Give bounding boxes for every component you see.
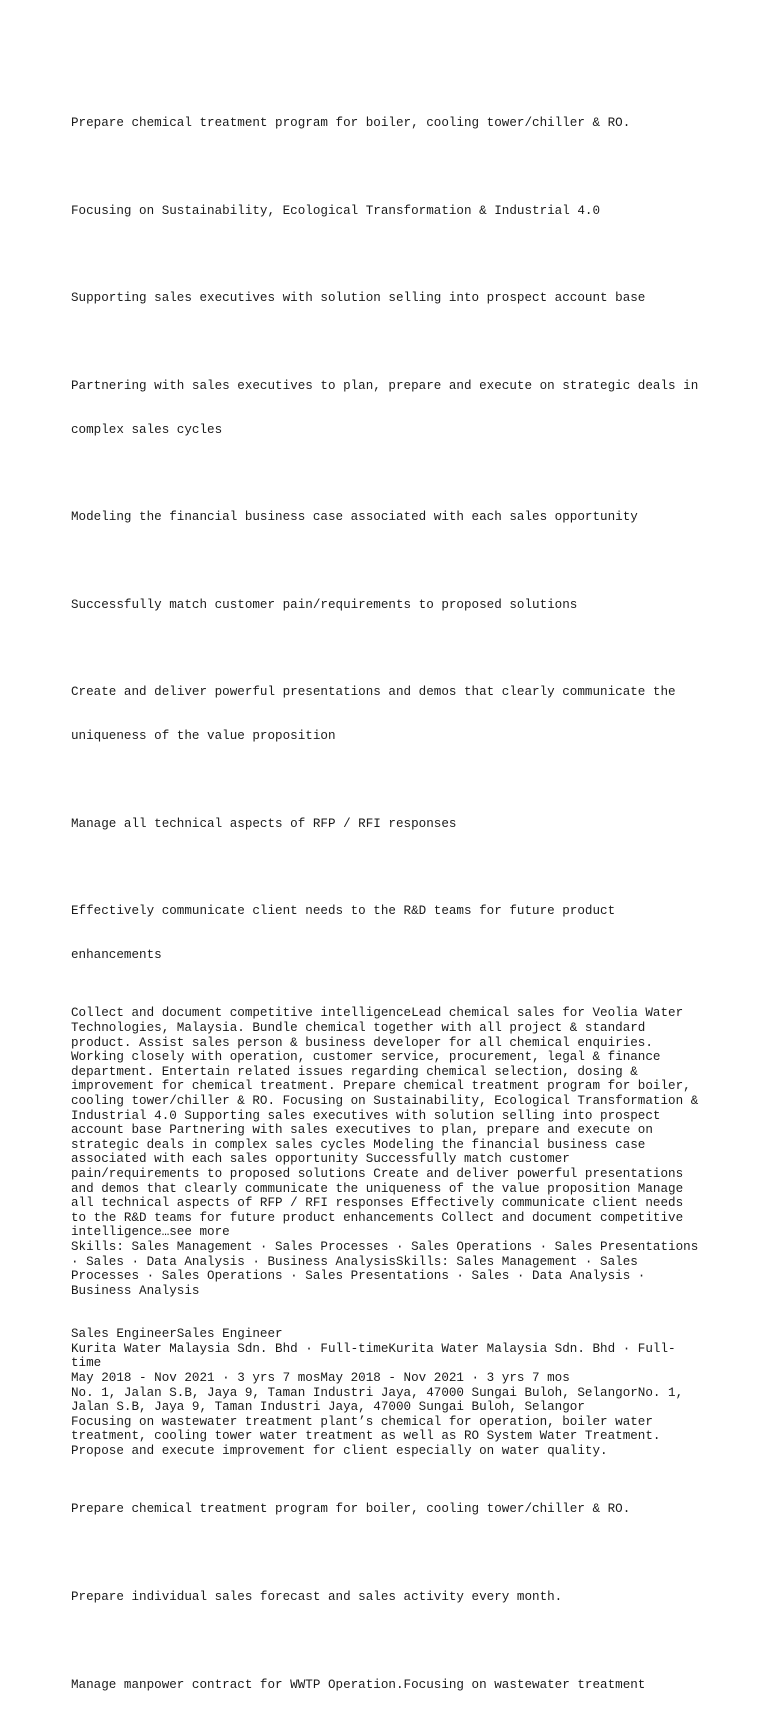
text-line: enhancements — [71, 948, 162, 963]
paragraph — [71, 656, 711, 773]
text-line: Prepare chemical treatment program for boiler, cooling tower/chiller & RO. — [71, 1502, 631, 1517]
text-line: Prepare individual sales forecast and sales activity every month. — [71, 1589, 563, 1604]
skills-line: Skills: Sales Management · Sales Processes · Sales Operations · Sales Presentations — [71, 1239, 699, 1254]
text-line: cooling tower/chiller & RO. Focusing on Sustainability, Ecological Transformation & — [71, 1093, 699, 1108]
text-line: product. Assist sales person & business developer for all chemical enquiries. — [71, 1035, 653, 1050]
job-description: Propose and execute improvement for client especially on water quality. — [71, 1444, 608, 1459]
text-line: Successfully match customer pain/requirements to proposed solutions — [71, 597, 578, 612]
job-entry — [71, 1327, 711, 1458]
paragraph — [71, 175, 711, 248]
date-range: May 2018 - Nov 2021 · 3 yrs 7 mosMay 2018 - Nov 2021 · 3 yrs 7 mos — [71, 1371, 570, 1386]
job-summary-block — [71, 1006, 711, 1298]
skills-line: Business Analysis — [71, 1283, 200, 1298]
paragraph — [71, 1473, 711, 1546]
text-line: associated with each sales opportunity Successfully match customer — [71, 1152, 570, 1167]
paragraph — [71, 1561, 711, 1634]
text-line: Industrial 4.0 Supporting sales executives with solution selling into prospect — [71, 1108, 661, 1123]
job-title: Sales EngineerSales Engineer — [71, 1327, 283, 1342]
text-line: Effectively communicate client needs to the R&D teams for future product — [71, 904, 616, 919]
section-spacer — [71, 1459, 711, 1474]
text-line: Partnering with sales executives to plan, prepare and execute on strategic deals in — [71, 378, 699, 393]
paragraph — [71, 350, 711, 467]
text-line: improvement for chemical treatment. Prepare chemical treatment program for boiler, — [71, 1079, 691, 1094]
text-line: complex sales cycles — [71, 422, 223, 437]
see-more-link[interactable]: intelligence…see more — [71, 1225, 230, 1240]
skills-line: · Sales · Data Analysis · Business AnalysisSkills: Sales Management · Sales — [71, 1254, 638, 1269]
text-line: and demos that clearly communicate the uniqueness of the value proposition Manage — [71, 1181, 684, 1196]
text-line: Modeling the financial business case associated with each sales opportunity — [71, 510, 638, 525]
responsibilities-list — [71, 87, 711, 992]
paragraph — [71, 875, 711, 992]
text-line: to the R&D teams for future product enhancements Collect and document competitive — [71, 1210, 684, 1225]
text-line: pain/requirements to proposed solutions Create and deliver powerful presentations — [71, 1166, 684, 1181]
text-line: all technical aspects of RFP / RFI responses Effectively communicate client needs — [71, 1196, 684, 1211]
text-line: Technologies, Malaysia. Bundle chemical together with all project & standard — [71, 1021, 646, 1035]
text-line: uniqueness of the value proposition — [71, 729, 336, 744]
location: Jalan S.B, Jaya 9, Taman Industri Jaya, 47000 Sungai Buloh, Selangor — [71, 1400, 585, 1415]
text-line: Working closely with operation, customer service, procurement, legal & finance — [71, 1050, 661, 1065]
text-line: Manage manpower contract for WWTP Operation.Focusing on wastewater treatment — [71, 1677, 646, 1692]
paragraph — [71, 569, 711, 642]
paragraph — [71, 481, 711, 554]
skills-line: Processes · Sales Operations · Sales Presentations · Sales · Data Analysis · — [71, 1269, 646, 1284]
text-line: Supporting sales executives with solution selling into prospect account base — [71, 291, 646, 306]
document-page — [71, 87, 711, 1736]
job-description: Focusing on wastewater treatment plant’s chemical for operation, boiler water — [71, 1414, 653, 1429]
company-line: time — [71, 1356, 102, 1371]
job-description: treatment, cooling tower water treatment as well as RO System Water Treatment. — [71, 1429, 661, 1444]
text-line: department. Entertain related issues regarding chemical selection, dosing & — [71, 1064, 638, 1079]
paragraph — [71, 87, 711, 160]
text-line: Collect and document competitive intelligenceLead chemical sales for Veolia Water — [71, 1006, 684, 1021]
location: No. 1, Jalan S.B, Jaya 9, Taman Industri Jaya, 47000 Sungai Buloh, SelangorNo. 1, — [71, 1385, 684, 1400]
company-line: Kurita Water Malaysia Sdn. Bhd · Full-timeKurita Water Malaysia Sdn. Bhd · Full- — [71, 1341, 676, 1356]
text-line: Create and deliver powerful presentations and demos that clearly communicate the — [71, 685, 676, 700]
paragraph — [71, 1648, 711, 1721]
section-spacer — [71, 1298, 711, 1327]
text-line: strategic deals in complex sales cycles Modeling the financial business case — [71, 1137, 646, 1152]
paragraph — [71, 788, 711, 861]
text-line: Manage all technical aspects of RFP / RFI responses — [71, 816, 457, 831]
job-duties-list — [71, 1473, 711, 1721]
text-line: Prepare chemical treatment program for boiler, cooling tower/chiller & RO. — [71, 116, 631, 131]
paragraph — [71, 262, 711, 335]
text-line: account base Partnering with sales executives to plan, prepare and execute on — [71, 1123, 653, 1138]
text-line: Focusing on Sustainability, Ecological Transformation & Industrial 4.0 — [71, 203, 601, 218]
